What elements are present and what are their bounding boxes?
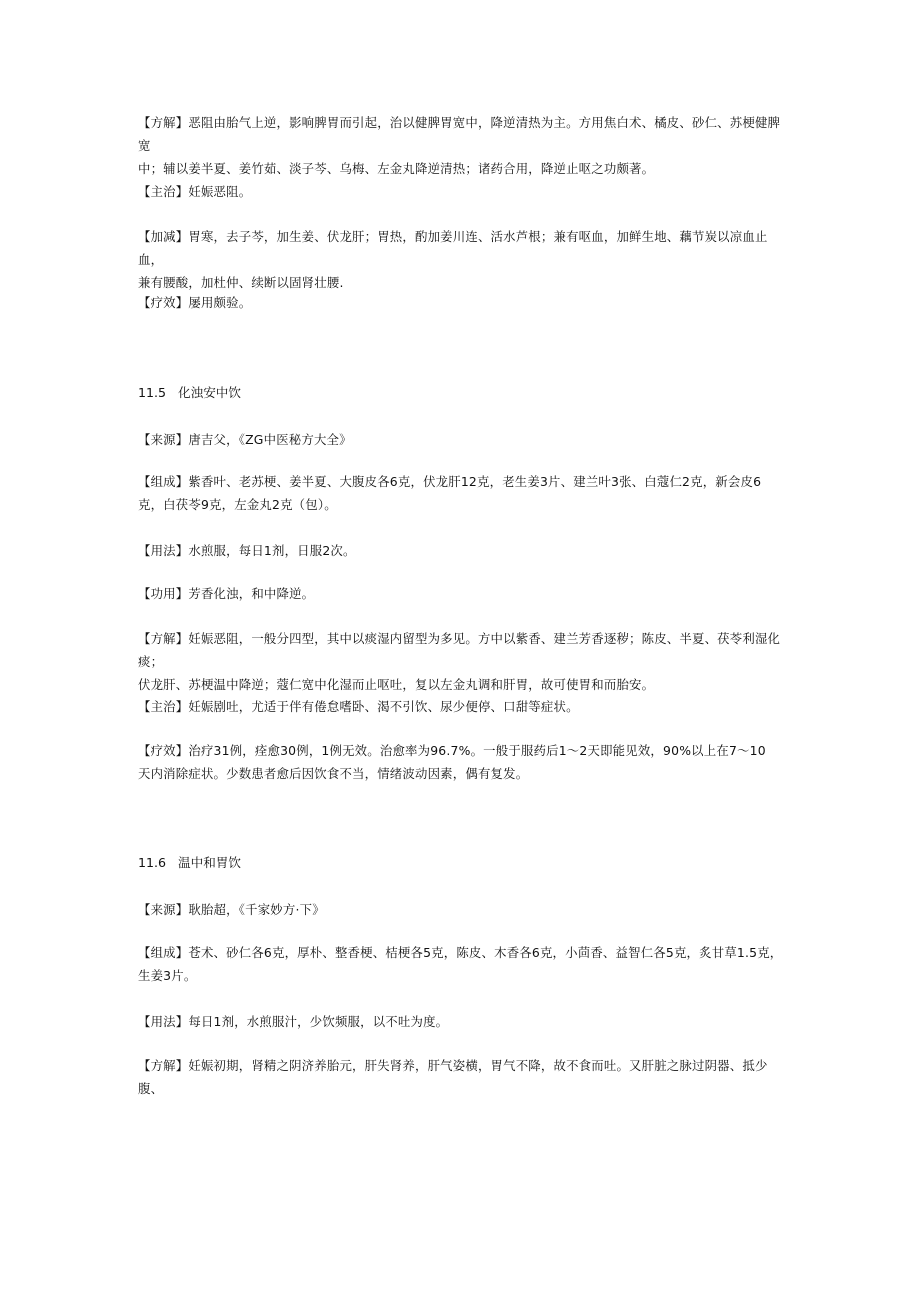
text-line: 【组成】苍术、砂仁各6克，厚朴、整香梗、桔梗各5克，陈皮、木香各6克，小茴香、益智仁各5克，炙甘草1.5克， [138, 945, 783, 960]
section-number: 11.5 [138, 385, 167, 400]
text-line: 【功用】芳香化浊，和中降逆。 [138, 586, 315, 601]
text-line: 【方解】妊娠恶阻，一般分四型，其中以痰湿内留型为多见。方中以紫香、建兰芳香逐秽；陈皮、半夏、茯苓利湿化痰； [138, 631, 781, 669]
text-line: 【组成】紫香叶、老苏梗、姜半夏、大腹皮各6克，伏龙肝12克，老生姜3片、建兰叶3张、白蔻仁2克，新会皮6 [138, 474, 762, 489]
zhuzhi-paragraph [138, 695, 788, 718]
text-line: 【加减】胃寒，去子芩，加生姜、伏龙肝；胃热，酌加姜川连、活水芦根；兼有呕血，加鲜生地、藕节炭以凉血止血， [138, 229, 768, 267]
jiajian-paragraph [138, 225, 788, 294]
yongfa-paragraph [138, 539, 788, 562]
liaoxiao-paragraph-top [138, 291, 788, 314]
text-line: 克，白茯苓9克，左金丸2克（包）。 [138, 497, 337, 512]
section-number: 11.6 [138, 855, 167, 870]
text-line: 天内消除症状。少数患者愈后因饮食不当，情绪波动因素，偶有复发。 [138, 766, 529, 781]
section-heading-11-6 [138, 853, 241, 873]
section-title: 温中和胃饮 [178, 855, 241, 870]
section-title: 化浊安中饮 [178, 385, 241, 400]
text-line: 【来源】耿胎超，《千家妙方·下》 [138, 902, 325, 917]
gongyong-paragraph [138, 582, 788, 605]
laiyuan-paragraph [138, 428, 788, 451]
text-line: 【用法】每日1剂，水煎服汁，少饮频服，以不吐为度。 [138, 1014, 449, 1029]
text-line: 【疗效】屡用颇验。 [138, 295, 252, 310]
fangjie-paragraph [138, 627, 788, 696]
fangjie-paragraph [138, 1054, 788, 1100]
section-heading-11-5 [138, 383, 241, 403]
text-line: 兼有腰酸，加杜仲、续断以固肾壮腰. [138, 275, 344, 290]
text-line: 【用法】水煎服，每日1剂，日服2次。 [138, 543, 356, 558]
text-line: 【方解】妊娠初期，肾精之阴济养胎元，肝失肾养，肝气姿横，胃气不降，故不食而吐。又肝脏之脉过阴器、抵少腹、 [138, 1058, 768, 1096]
laiyuan-paragraph [138, 898, 788, 921]
text-line: 【方解】恶阻由胎气上逆，影响脾胃而引起，治以健脾胃宽中，降逆清热为主。方用焦白术、橘皮、砂仁、苏梗健脾宽 [138, 115, 781, 153]
text-line: 中；辅以姜半夏、姜竹茹、淡子芩、乌梅、左金丸降逆清热；诸药合用，降逆止呕之功颇著。 [138, 161, 655, 176]
zucheng-paragraph [138, 470, 788, 516]
zhuzhi-paragraph-top [138, 180, 788, 203]
text-line: 【主治】妊娠恶阻。 [138, 184, 252, 199]
yongfa-paragraph [138, 1010, 788, 1033]
text-line: 伏龙肝、苏梗温中降逆；蔻仁宽中化湿而止呕吐，复以左金丸调和肝胃，故可使胃和而胎安。 [138, 677, 655, 692]
liaoxiao-paragraph [138, 739, 788, 785]
text-line: 【来源】唐吉父，《ZG中医秘方大全》 [138, 432, 352, 447]
fangjie-paragraph-top [138, 111, 788, 180]
text-line: 【主治】妊娠剧吐，尤适于伴有倦怠嗜卧、渴不引饮、尿少便停、口甜等症状。 [138, 699, 579, 714]
text-line: 【疗效】治疗31例，痊愈30例，1例无效。治愈率为96.7%。一般于服药后1～2天即能见效，90%以上在7～10 [138, 743, 766, 758]
zucheng-paragraph [138, 941, 788, 987]
text-line: 生姜3片。 [138, 968, 197, 983]
